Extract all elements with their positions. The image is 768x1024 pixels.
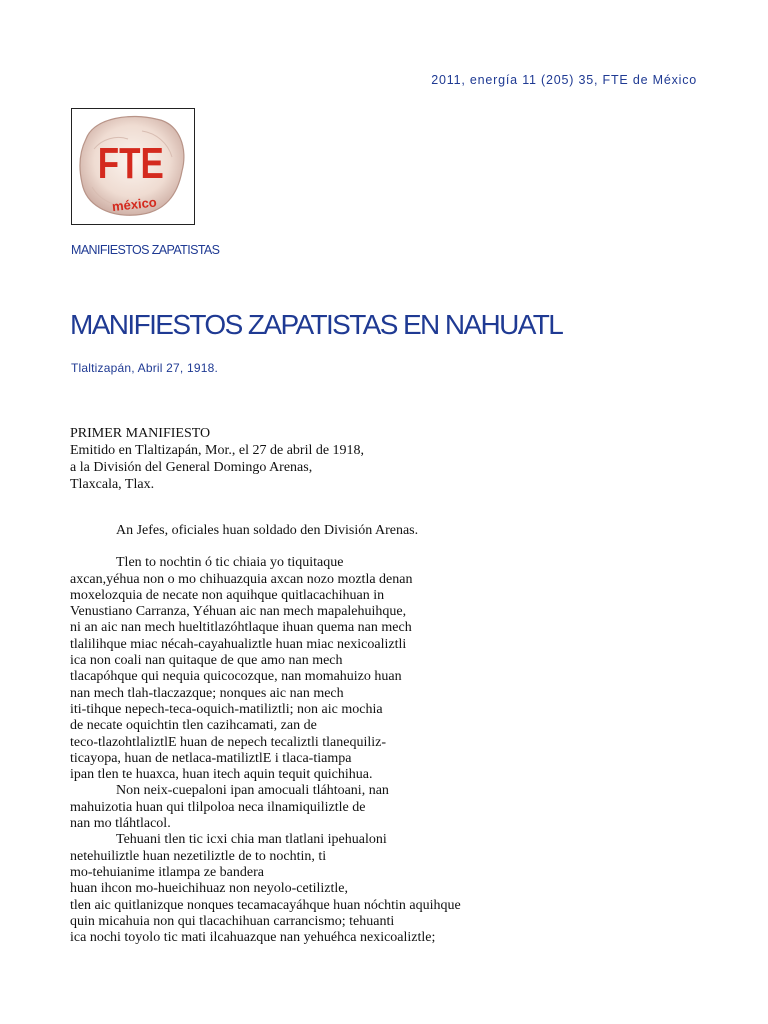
paragraph-line: nan mech tlah-tlaczazque; nonques aic nan mech <box>70 685 344 701</box>
heading-line: a la División del General Domingo Arenas, <box>70 460 313 475</box>
paragraph-line: ticayopa, huan de netlaca-matiliztlE i tlaca-tiampa <box>70 750 352 766</box>
heading-line: Tlaxcala, Tlax. <box>70 477 155 492</box>
fte-logo-graphic <box>72 109 194 224</box>
paragraph-line: quin micahuia non qui tlacachihuan carrancismo; tehuanti <box>70 913 395 929</box>
salutation: An Jefes, oficiales huan soldado den División Arenas. <box>116 523 419 538</box>
paragraph-line: Non neix-cuepaloni ipan amocuali tláhtoani, nan <box>116 783 389 799</box>
heading-line: PRIMER MANIFIESTO <box>70 426 211 441</box>
paragraph-line: mahuizotia huan qui tlilpoloa neca ilnamiquiliztle de <box>70 799 366 815</box>
paragraph-line: Tehuani tlen tic icxi chia man tlatlani ipehualoni <box>116 832 387 848</box>
paragraph-line: netehuiliztle huan nezetiliztle de to nochtin, ti <box>70 848 327 864</box>
paragraph-line: huan ihcon mo-hueichihuaz non neyolo-cetiliztle, <box>70 881 348 897</box>
paragraph-line: iti-tihque nepech-teca-oquich-matiliztli; non aic mochia <box>70 701 383 717</box>
paragraph-line: ica non coali nan quitaque de que amo nan mech <box>70 653 343 669</box>
paragraph-line: ni an aic nan mech hueltitlazóhtlaque ihuan quema nan mech <box>70 620 412 636</box>
heading-line: Emitido en Tlaltizapán, Mor., el 27 de abril de 1918, <box>70 443 365 458</box>
page-title: MANIFIESTOS ZAPATISTAS EN NAHUATL <box>70 309 563 340</box>
manifesto-heading <box>70 425 364 493</box>
paragraph-line: tlacapóhque qui nequia quicocozque, nan momahuizo huan <box>70 669 402 685</box>
document-reference: 2011, energía 11 (205) 35, FTE de México <box>431 73 697 87</box>
paragraph-line: moxelozquia de necate non aquihque quitlacachihuan in <box>70 587 385 603</box>
section-tag: MANIFIESTOS ZAPATISTAS <box>71 243 220 257</box>
paragraph-line: tlalilihque miac nécah-cayahualiztle huan miac nexicoaliztli <box>70 636 407 652</box>
paragraph-line: ica nochi toyolo tic mati ilcahuazque nan yehuéhca nexicoaliztle; <box>70 930 436 946</box>
paragraph-line: mo-tehuianime itlampa ze bandera <box>70 864 264 880</box>
paragraph-line: de necate oquichtin tlen cazihcamati, zan de <box>70 718 317 734</box>
paragraph-line: Tlen to nochtin ó tic chiaia yo tiquitaque <box>116 555 344 571</box>
logo-main-text: FTE <box>97 139 164 188</box>
logo-sub-text: méxico <box>111 194 158 215</box>
paragraph-line: teco-tlazohtlaliztlE huan de nepech tecaliztli tlanequiliz- <box>70 734 387 750</box>
place-date: Tlaltizapán, Abril 27, 1918. <box>71 361 219 375</box>
paragraph-line: nan mo tláhtlacol. <box>70 816 171 832</box>
fte-logo <box>71 108 195 225</box>
paragraph-line: ipan tlen te huaxca, huan itech aquin tequit quichihua. <box>70 767 373 783</box>
manifesto-body <box>70 523 490 946</box>
paragraph-line: Venustiano Carranza, Yéhuan aic nan mech mapalehuihque, <box>70 604 407 620</box>
paragraph-line: axcan,yéhua non o mo chihuazquia axcan nozo moztla denan <box>70 571 413 587</box>
paragraph-line: tlen aic quitlanizque nonques tecamacayáhque huan nóchtin aquihque <box>70 897 461 913</box>
